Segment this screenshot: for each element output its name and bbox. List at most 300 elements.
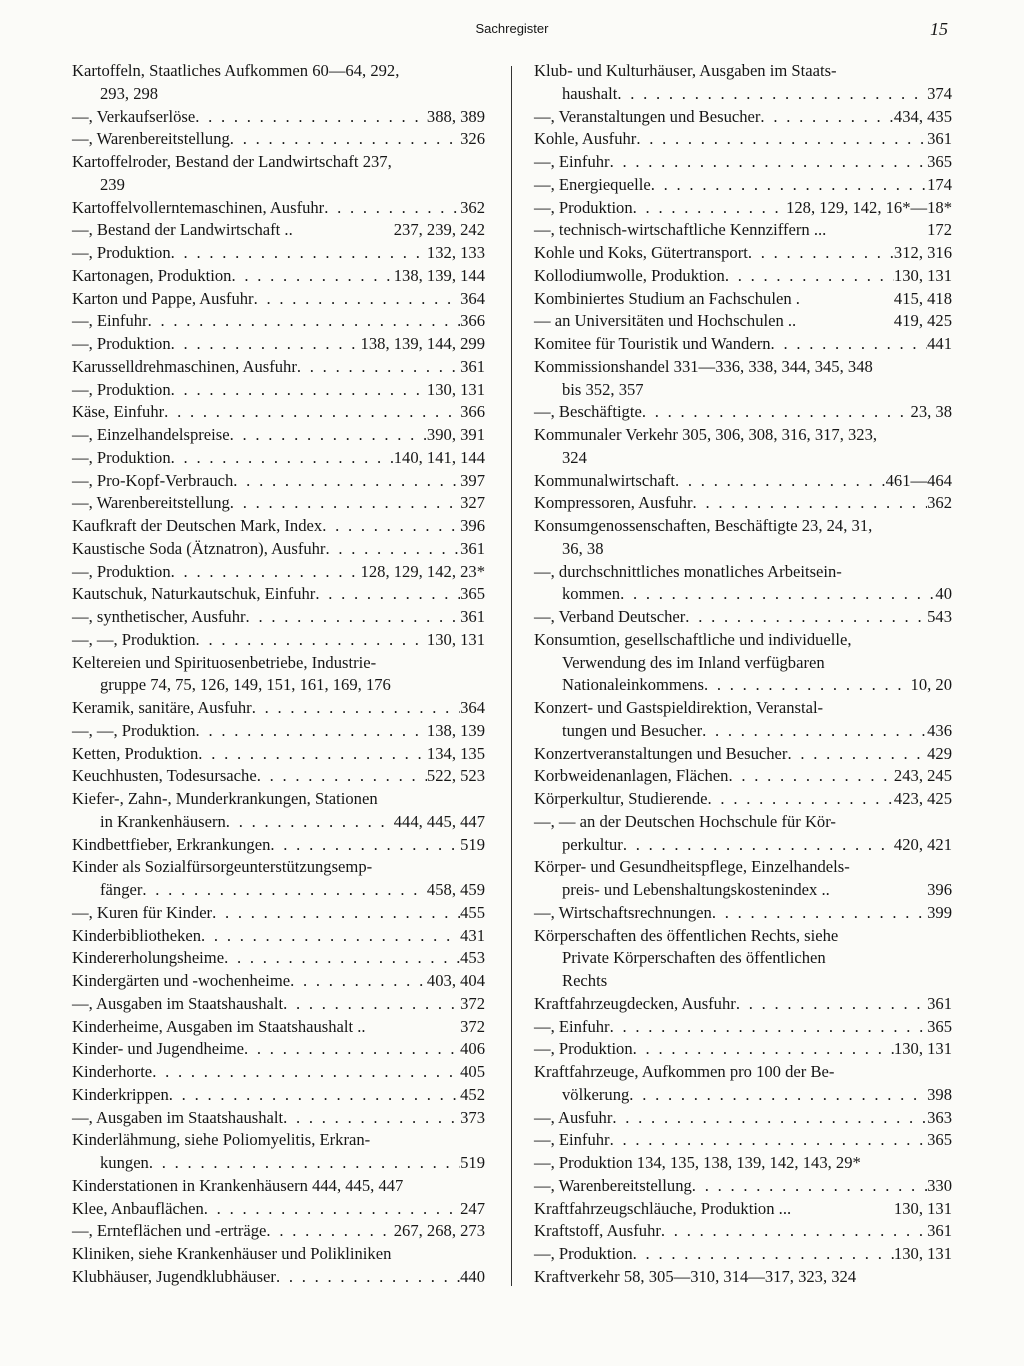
- entry-pages: 130, 131: [893, 1244, 952, 1263]
- index-entry: [72, 538, 485, 561]
- dot-leader: [283, 993, 460, 1016]
- entry-term: preis- und Lebenshaltungskostenindex ..: [562, 880, 830, 899]
- index-entry: [534, 242, 952, 265]
- entry-term: —, Warenbereitstellung: [72, 493, 230, 513]
- index-entry: [72, 856, 485, 879]
- entry-pages: 519: [460, 1153, 485, 1172]
- index-entry: [72, 561, 485, 584]
- entry-pages: 423, 425: [893, 789, 952, 808]
- entry-term: —, Produktion: [72, 561, 171, 581]
- entry-pages: 519: [460, 834, 485, 854]
- dot-leader: [152, 1061, 460, 1084]
- index-entry: [534, 1152, 952, 1175]
- dot-leader: [708, 788, 894, 811]
- entry-pages: 267, 268, 273: [393, 1221, 485, 1241]
- dot-leader: [712, 902, 927, 925]
- entry-term: —, Verband Deutscher: [534, 607, 686, 626]
- entry-pages: 172: [927, 220, 952, 240]
- dot-leader: [171, 379, 427, 402]
- dot-leader: [230, 492, 460, 515]
- entry-term: 239: [100, 174, 125, 194]
- dot-leader: [169, 1084, 460, 1107]
- dot-leader: [196, 629, 427, 652]
- index-entry: [534, 697, 952, 720]
- entry-pages: 10, 20: [910, 675, 952, 695]
- entry-pages: 431: [460, 925, 485, 945]
- dot-leader: [685, 606, 927, 629]
- index-entry: [72, 970, 485, 993]
- entry-term: —, Produktion: [534, 197, 633, 217]
- entry-pages: 327: [460, 493, 485, 513]
- index-entry: [534, 834, 952, 857]
- index-entry: [72, 788, 485, 811]
- index-entry: [72, 242, 485, 265]
- dot-leader: [230, 128, 460, 151]
- index-entry: [534, 265, 952, 288]
- dot-leader: [195, 106, 427, 129]
- entry-term: bis 352, 357: [562, 379, 644, 399]
- entry-term: —, — an der Deutschen Hochschule für Kör-: [534, 811, 836, 831]
- dot-leader: [787, 743, 927, 766]
- index-entry: [534, 470, 952, 493]
- index-entry: [72, 606, 485, 629]
- column-divider: [511, 66, 512, 1286]
- running-header-title: Sachregister: [475, 21, 549, 36]
- entry-term: Klee, Anbauflächen: [72, 1198, 204, 1218]
- entry-pages: 365: [927, 1016, 952, 1036]
- index-entry: [72, 83, 485, 106]
- entry-pages: 365: [927, 1130, 952, 1150]
- dot-leader: [196, 720, 427, 743]
- dot-leader: [224, 947, 460, 970]
- dot-leader: [171, 333, 361, 356]
- dot-leader: [283, 1107, 460, 1130]
- entry-pages: 406: [460, 1039, 485, 1059]
- dot-leader: [771, 333, 928, 356]
- entry-pages: 138, 139: [426, 720, 485, 740]
- entry-term: —, Energiequelle: [534, 174, 651, 194]
- dot-leader: [728, 765, 893, 788]
- entry-term: —, Einzelhandelspreise: [72, 425, 230, 444]
- index-entry: [72, 128, 485, 151]
- index-entry: [72, 674, 485, 697]
- index-entry: [72, 470, 485, 493]
- entry-pages: 247: [460, 1198, 485, 1218]
- page-number: 15: [930, 19, 948, 39]
- entry-pages: 441: [927, 334, 952, 353]
- entry-pages: 362: [927, 493, 952, 513]
- entry-pages: 364: [460, 288, 485, 308]
- entry-term: Käse, Einfuhr: [72, 402, 165, 422]
- entry-term: Kindergärten und -wochenheime: [72, 971, 291, 990]
- entry-term: gruppe 74, 75, 126, 149, 151, 161, 169, 176: [100, 675, 391, 695]
- entry-term: —, Produktion: [72, 334, 171, 353]
- entry-term: Kohle und Koks, Gütertransport: [534, 243, 748, 262]
- entry-pages: 366: [460, 402, 485, 422]
- index-entry: [534, 765, 952, 788]
- index-entry: [72, 765, 485, 788]
- entry-term: —, Warenbereitstellung: [534, 1175, 692, 1195]
- entry-term: Kinder als Sozialfürsorgeunterstützungsemp-: [72, 857, 373, 877]
- entry-term: —, Pro-Kopf-Verbrauch: [72, 470, 234, 490]
- index-entry: [534, 424, 952, 447]
- dot-leader: [230, 424, 427, 447]
- dot-leader: [642, 401, 911, 424]
- index-entry: [534, 379, 952, 402]
- entry-term: Kommissionshandel 331—336, 338, 344, 345, 348: [534, 356, 873, 376]
- index-entry: [72, 993, 485, 1016]
- entry-pages: 174: [927, 174, 952, 194]
- entry-term: Körperkultur, Studierende: [534, 789, 708, 808]
- entry-pages: 130, 131: [893, 1039, 952, 1059]
- entry-pages: 134, 135: [426, 743, 485, 763]
- entry-term: Kohle, Ausfuhr: [534, 129, 637, 149]
- entry-term: Kartoffeln, Staatliches Aufkommen 60—64, 292,: [72, 61, 400, 80]
- index-entry: [72, 288, 485, 311]
- index-entry: [72, 743, 485, 766]
- index-entry: [534, 743, 952, 766]
- entry-pages: 436: [927, 720, 952, 740]
- entry-pages: 429: [927, 743, 952, 763]
- entry-term: —, Bestand der Landwirtschaft ..: [72, 220, 293, 240]
- dot-leader: [702, 720, 927, 743]
- entry-term: haushalt: [562, 83, 618, 103]
- index-entry: [534, 606, 952, 629]
- index-entry: [534, 219, 952, 242]
- entry-pages: 361: [460, 607, 485, 626]
- dot-leader: [266, 1220, 393, 1243]
- entry-term: Keuchhusten, Todesursache: [72, 766, 257, 786]
- entry-pages: 132, 133: [426, 243, 485, 262]
- index-entry: [72, 879, 485, 902]
- index-entry: [72, 401, 485, 424]
- dot-leader: [244, 1038, 460, 1061]
- entry-term: Kraftfahrzeugschläuche, Produktion ...: [534, 1198, 792, 1218]
- index-entry: [534, 583, 952, 606]
- entry-term: Kliniken, siehe Krankenhäuser und Polikliniken: [72, 1244, 392, 1263]
- index-entry: [72, 197, 485, 220]
- entry-term: Keltereien und Spirituosenbetriebe, Industrie-: [72, 652, 377, 672]
- dot-leader: [661, 1220, 927, 1243]
- entry-pages: 372: [460, 1016, 485, 1036]
- entry-term: Klubhäuser, Jugendklubhäuser: [72, 1266, 276, 1286]
- entry-term: —, Ausgaben im Staatshaushalt: [72, 993, 284, 1013]
- entry-pages: 361: [460, 538, 485, 558]
- index-entry: [534, 629, 952, 652]
- index-entry: [534, 1129, 952, 1152]
- dot-leader: [142, 879, 427, 902]
- entry-term: Kinderlähmung, siehe Poliomyelitis, Erkran-: [72, 1130, 371, 1150]
- entry-pages: 419, 425: [893, 311, 952, 331]
- index-entry: [72, 1129, 485, 1152]
- dot-leader: [692, 1175, 927, 1198]
- dot-leader: [617, 83, 927, 106]
- index-entry: [534, 447, 952, 470]
- dot-leader: [651, 174, 927, 197]
- entry-pages: 399: [927, 902, 952, 922]
- index-entry: [534, 151, 952, 174]
- entry-term: Kraftstoff, Ausfuhr: [534, 1221, 661, 1241]
- index-entry: [534, 856, 952, 879]
- index-entry: [534, 947, 952, 970]
- index-entry: [72, 652, 485, 675]
- entry-term: Nationaleinkommens: [562, 675, 704, 695]
- dot-leader: [760, 106, 894, 129]
- entry-term: —, Produktion: [534, 1244, 633, 1263]
- dot-leader: [233, 470, 460, 493]
- dot-leader: [171, 561, 361, 584]
- index-entry: [534, 970, 952, 993]
- index-entry: [534, 1175, 952, 1198]
- entry-pages: 128, 129, 142, 16*—18*: [786, 197, 952, 217]
- dot-leader: [171, 447, 394, 470]
- entry-term: Karusselldrehmaschinen, Ausfuhr: [72, 356, 297, 376]
- entry-pages: 396: [927, 880, 952, 899]
- entry-term: Komitee für Touristik und Wandern: [534, 334, 771, 353]
- dot-leader: [704, 674, 911, 697]
- entry-term: kommen: [562, 584, 621, 604]
- entry-pages: 420, 421: [893, 834, 952, 854]
- index-entry: [72, 106, 485, 129]
- entry-term: —, technisch-wirtschaftliche Kennziffern ...: [534, 220, 827, 240]
- entry-pages: 130, 131: [426, 379, 485, 399]
- entry-term: Kindererholungsheime: [72, 948, 225, 968]
- index-entry: [72, 447, 485, 470]
- index-entry: [534, 1198, 952, 1221]
- index-entry: [534, 356, 952, 379]
- entry-term: fänger: [100, 880, 143, 899]
- entry-term: —, Einfuhr: [534, 152, 610, 171]
- dot-leader: [149, 1152, 460, 1175]
- entry-pages: 130, 131: [426, 629, 485, 649]
- entry-term: Kartoffelroder, Bestand der Landwirtschaft 237,: [72, 152, 392, 171]
- entry-pages: 237, 239, 242: [393, 220, 485, 240]
- entry-term: Körper- und Gesundheitspflege, Einzelhandels-: [534, 857, 850, 877]
- entry-term: —, Einfuhr: [534, 1130, 610, 1150]
- index-entry: [534, 128, 952, 151]
- entry-term: Kinderkrippen: [72, 1084, 169, 1104]
- entry-term: —, Produktion: [534, 1039, 633, 1059]
- index-entry: [534, 1266, 952, 1289]
- entry-pages: 461—464: [885, 470, 952, 490]
- index-entry: [534, 197, 952, 220]
- entry-term: —, Einfuhr: [534, 1016, 610, 1036]
- entry-term: Klub- und Kulturhäuser, Ausgaben im Staats-: [534, 61, 837, 80]
- entry-pages: 522, 523: [426, 766, 485, 786]
- dot-leader: [201, 925, 460, 948]
- index-entry: [534, 1084, 952, 1107]
- entry-pages: 361: [460, 356, 485, 376]
- dot-leader: [148, 310, 461, 333]
- index-entry: [72, 1220, 485, 1243]
- dot-leader: [633, 197, 786, 220]
- entry-term: —, Produktion: [72, 243, 171, 262]
- entry-term: Kompressoren, Ausfuhr: [534, 493, 693, 513]
- entry-term: 36, 38: [562, 538, 604, 558]
- entry-pages: 455: [460, 902, 485, 922]
- entry-pages: 361: [927, 1221, 952, 1241]
- entry-term: tungen und Besucher: [562, 720, 703, 740]
- index-entry: [534, 492, 952, 515]
- index-entry: [72, 356, 485, 379]
- entry-term: Kraftfahrzeugdecken, Ausfuhr: [534, 993, 736, 1013]
- entry-pages: 23, 38: [910, 402, 952, 422]
- dot-leader: [198, 743, 427, 766]
- index-entry: [534, 652, 952, 675]
- entry-term: 293, 298: [100, 83, 159, 103]
- entry-term: Konsumgenossenschaften, Beschäftigte 23, 24, 31,: [534, 516, 873, 535]
- dot-leader: [693, 492, 928, 515]
- entry-term: —, Warenbereitstellung: [72, 129, 230, 149]
- index-entry: [534, 902, 952, 925]
- entry-term: 324: [562, 447, 587, 467]
- entry-term: Kinderbibliotheken: [72, 925, 202, 945]
- entry-term: —, Veranstaltungen und Besucher: [534, 106, 761, 126]
- index-entry: [534, 288, 952, 311]
- index-entry: [72, 902, 485, 925]
- entry-term: Kommunalwirtschaft: [534, 470, 676, 490]
- index-entry: [534, 1107, 952, 1130]
- dot-leader: [636, 128, 927, 151]
- index-entry: [534, 879, 952, 902]
- entry-pages: 361: [927, 993, 952, 1013]
- dot-leader: [231, 265, 393, 288]
- index-entry: [72, 1152, 485, 1175]
- entry-term: — an Universitäten und Hochschulen ..: [534, 311, 797, 331]
- dot-leader: [204, 1198, 460, 1221]
- entry-pages: 365: [927, 152, 952, 171]
- entry-pages: 138, 139, 144: [393, 265, 485, 285]
- index-entry: [72, 1061, 485, 1084]
- index-entry: [72, 265, 485, 288]
- dot-leader: [254, 288, 461, 311]
- index-entry: [534, 538, 952, 561]
- entry-term: —, Ausgaben im Staatshaushalt: [72, 1107, 284, 1127]
- index-entry: [72, 492, 485, 515]
- index-entry: [72, 333, 485, 356]
- entry-pages: 543: [927, 607, 952, 626]
- entry-pages: 390, 391: [426, 425, 485, 444]
- index-entry: [534, 925, 952, 948]
- index-entry: [534, 993, 952, 1016]
- index-entry: [72, 1084, 485, 1107]
- entry-term: völkerung: [562, 1084, 630, 1104]
- index-entry: [72, 424, 485, 447]
- dot-leader: [629, 1084, 927, 1107]
- dot-leader: [290, 970, 427, 993]
- entry-pages: 388, 389: [426, 106, 485, 126]
- entry-term: —, Verkaufserlöse: [72, 106, 196, 126]
- entry-term: Kinderheime, Ausgaben im Staatshaushalt ..: [72, 1016, 366, 1036]
- entry-pages: 398: [927, 1084, 952, 1104]
- dot-leader: [212, 902, 460, 925]
- entry-term: —, Wirtschaftsrechnungen: [534, 902, 712, 922]
- entry-term: —, —, Produktion: [72, 629, 196, 649]
- entry-pages: 363: [927, 1107, 952, 1127]
- entry-term: Rechts: [562, 971, 608, 990]
- entry-term: —, Einfuhr: [72, 311, 148, 331]
- index-entry: [72, 60, 485, 83]
- dot-leader: [675, 470, 886, 493]
- index-entry: [72, 151, 485, 174]
- index-entry: [72, 1016, 485, 1039]
- dot-leader: [610, 1016, 928, 1039]
- index-entry: [72, 697, 485, 720]
- entry-pages: 40: [935, 584, 952, 604]
- entry-term: —, —, Produktion: [72, 720, 196, 740]
- index-entry: [72, 1107, 485, 1130]
- entry-term: Kartoffelvollerntemaschinen, Ausfuhr: [72, 197, 325, 217]
- entry-term: Kraftfahrzeuge, Aufkommen pro 100 der Be-: [534, 1062, 835, 1081]
- dot-leader: [610, 151, 928, 174]
- index-entry: [72, 310, 485, 333]
- dot-leader: [164, 401, 460, 424]
- entry-term: —, Produktion: [72, 447, 171, 467]
- entry-term: Kartonagen, Produktion: [72, 265, 232, 285]
- entry-pages: 444, 445, 447: [393, 811, 485, 831]
- entry-term: Ketten, Produktion: [72, 743, 199, 763]
- dot-leader: [620, 583, 935, 606]
- entry-term: Kaustische Soda (Ätznatron), Ausfuhr: [72, 538, 326, 558]
- entry-term: kungen: [100, 1153, 149, 1172]
- index-entry: [534, 83, 952, 106]
- dot-leader: [324, 197, 460, 220]
- entry-pages: 452: [460, 1084, 485, 1104]
- entry-term: Kiefer-, Zahn-, Munderkrankungen, Stationen: [72, 789, 378, 808]
- index-entry: [534, 1061, 952, 1084]
- index-entry: [534, 1220, 952, 1243]
- entry-term: Konzert- und Gastspieldirektion, Veranstal-: [534, 698, 824, 717]
- index-entry: [72, 515, 485, 538]
- index-entry: [534, 1038, 952, 1061]
- dot-leader: [748, 242, 894, 265]
- dot-leader: [325, 538, 460, 561]
- entry-term: Kinder- und Jugendheime: [72, 1039, 245, 1059]
- dot-leader: [270, 834, 460, 857]
- index-entry: [72, 1266, 485, 1289]
- dot-leader: [736, 993, 927, 1016]
- entry-pages: 130, 131: [893, 1198, 952, 1218]
- index-entry: [534, 515, 952, 538]
- entry-term: Verwendung des im Inland verfügbaren: [562, 652, 825, 672]
- index-entry: [72, 925, 485, 948]
- index-entry: [72, 1243, 485, 1266]
- dot-leader: [322, 515, 460, 538]
- dot-leader: [612, 1107, 927, 1130]
- dot-leader: [171, 242, 427, 265]
- entry-pages: 397: [460, 470, 485, 490]
- entry-pages: 130, 131: [893, 265, 952, 285]
- dot-leader: [633, 1038, 894, 1061]
- entry-term: Konzertveranstaltungen und Besucher: [534, 743, 788, 763]
- entry-pages: 405: [460, 1062, 485, 1081]
- index-entry: [72, 219, 485, 242]
- dot-leader: [725, 265, 894, 288]
- entry-pages: 374: [927, 83, 952, 103]
- entry-pages: 138, 139, 144, 299: [360, 334, 485, 353]
- entry-pages: 330: [927, 1175, 952, 1195]
- index-entry: [72, 1038, 485, 1061]
- dot-leader: [610, 1129, 928, 1152]
- index-entry: [72, 1198, 485, 1221]
- dot-leader: [623, 834, 894, 857]
- entry-pages: 140, 141, 144: [393, 447, 485, 467]
- index-entry: [534, 1243, 952, 1266]
- entry-pages: 373: [460, 1107, 485, 1127]
- dot-leader: [257, 765, 427, 788]
- entry-pages: 403, 404: [426, 971, 485, 990]
- index-entry: [534, 674, 952, 697]
